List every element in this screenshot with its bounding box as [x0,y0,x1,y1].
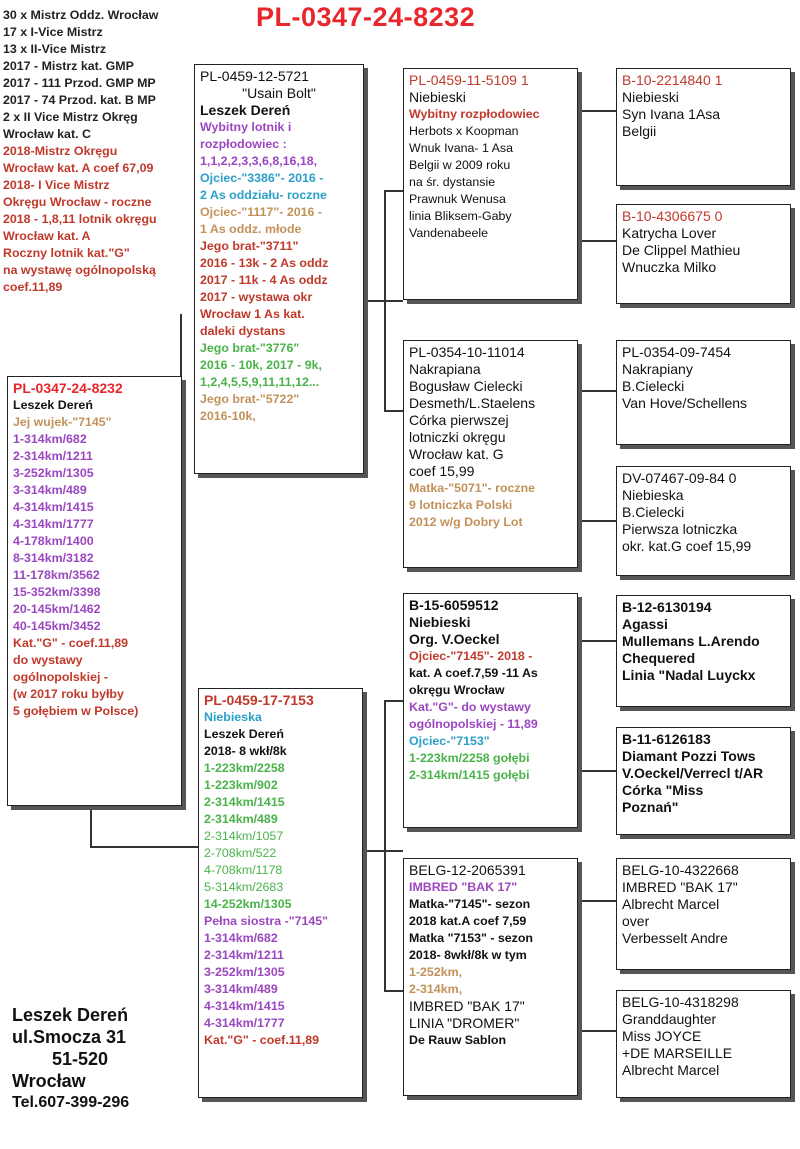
pedigree-line: Wybitny lotnik i [200,120,292,134]
pedigree-line: 15-352km/3398 [13,585,101,599]
connector-line [363,850,403,852]
pedigree-line: Herbots x Koopman [409,124,519,138]
connector-line [578,110,616,112]
achievement-line: 2018-Mistrz Okręgu [3,144,118,158]
pedigree-line: Chequered [622,650,696,666]
dam-sire-sire-card [616,595,791,707]
achievement-line: 2018 - 1,8,11 lotnik okręgu [3,212,157,226]
connector-line [384,190,386,410]
achievements-list [3,7,203,296]
pedigree-line: Niebieski [622,89,679,105]
pedigree-line: 2-314km/1057 [204,829,284,843]
pedigree-line: Granddaughter [622,1011,717,1027]
connector-line [578,640,616,642]
achievement-line: 17 x I-Vice Mistrz [3,25,103,39]
pedigree-line: Ojciec-"3386"- 2016 - [200,171,324,185]
breeder-city: Wrocław [12,1071,86,1091]
pedigree-line: okr. kat.G coef 15,99 [622,538,752,554]
pedigree-line: 2-708km/522 [204,846,277,860]
pedigree-line: Syn Ivana 1Asa [622,106,721,122]
dam-card [198,688,363,1098]
pedigree-line: 2018 kat.A coef 7,59 [409,914,527,928]
pedigree-line: 3-252km/1305 [204,965,285,979]
pedigree-line: 9 lotniczka Polski [409,498,513,512]
connector-line [90,805,92,847]
pedigree-line: 1-223km/2258 [204,761,285,775]
pedigree-line: 4-314km/1777 [13,517,94,531]
pedigree-line: De Rauw Sablon [409,1033,507,1047]
connector-line [578,640,580,770]
pedigree-line: Poznań" [622,799,679,815]
achievement-line: Wrocław kat. A coef 67,09 [3,161,154,175]
pedigree-line: 2-314km/1415 [204,795,285,809]
pedigree-line: 1-314km/682 [204,931,278,945]
achievement-line: na wystawę ogólnopolską [3,263,156,277]
pedigree-line: Wybitny rozpłodowiec [409,107,540,121]
pedigree-line: 4-314km/1415 [13,500,94,514]
pedigree-line: BELG-10-4322668 [622,862,739,878]
connector-line [578,900,580,1030]
pedigree-line: IMBRED "BAK 17" [409,880,518,894]
sire-dam-sire-card [616,340,791,445]
pedigree-line: 2018- 8 wkł/8k [204,744,287,758]
phone-label: Tel. [12,1094,39,1111]
pedigree-line: 4-314km/1415 [204,999,285,1013]
connector-line [384,190,404,192]
pedigree-line: Agassi [622,616,668,632]
pedigree-line: Ojciec-"1117"- 2016 - [200,205,322,219]
pedigree-line: 2016 - 13k - 2 As oddz [200,256,329,270]
pedigree-line: 4-708km/1178 [204,863,283,877]
pedigree-line: B-11-6126183 [622,731,711,747]
pedigree-line: Albrecht Marcel [622,896,720,912]
pedigree-line: 4-178km/1400 [13,534,94,548]
pedigree-line: 11-178km/3562 [13,568,100,582]
pedigree-line: DV-07467-09-84 0 [622,470,737,486]
pedigree-line: Leszek Dereń [200,102,291,118]
pedigree-line: (w 2017 roku byłby [13,687,124,701]
achievement-line: 2 x II Vice Mistrz Okręg [3,110,138,124]
sire-sire-dam-card [616,204,791,304]
achievement-line: 2017 - Mistrz kat. GMP [3,59,134,73]
pedigree-line: 20-145km/1462 [13,602,101,616]
connector-line [578,390,580,520]
pedigree-line: 2012 w/g Dobry Lot [409,515,523,529]
pedigree-line: 2016 - 10k, 2017 - 9k, [200,358,322,372]
pedigree-line: Wnuczka Milko [622,259,717,275]
pedigree-line: PL-0354-10-11014 [409,344,525,360]
sire-card [194,64,364,474]
connector-line [578,110,580,240]
connector-line [384,700,386,990]
pedigree-line: 2-314km/489 [204,812,278,826]
pedigree-line: Belgii [622,123,657,139]
pedigree-line: IMBRED "BAK 17" [622,879,738,895]
pedigree-line: 2-314km/1415 gołębi [409,768,530,782]
connector-line [363,300,403,302]
pedigree-line: 2-314km, [409,982,463,996]
connector-line [90,846,198,848]
breeder-address [12,1004,129,1114]
pedigree-line: rozpłodowiec : [200,137,287,151]
pedigree-line: daleki dystans [200,324,286,338]
pedigree-line: LINIA "DROMER" [409,1015,520,1031]
pedigree-line: B.Cielecki [622,504,685,520]
pedigree-line: okręgu Wrocław [409,683,505,697]
achievement-line: Wrocław kat. A [3,229,91,243]
dam-sire-dam-card [616,727,791,835]
pedigree-line: B-15-6059512 [409,597,499,613]
connector-line [384,990,404,992]
pedigree-line: +DE MARSEILLE [622,1045,733,1061]
pedigree-line: Vandenabeele [409,226,489,240]
pedigree-line: Wrocław kat. G [409,446,504,462]
sire-sire-sire-card [616,68,791,186]
sire-sire-card [403,68,578,300]
pedigree-line: Kat."G"- do wystawy [409,700,531,714]
pedigree-line: Van Hove/Schellens [622,395,748,411]
achievement-line: Roczny lotnik kat."G" [3,246,130,260]
dam-dam-sire-card [616,858,791,970]
pedigree-line: Bogusław Cielecki [409,378,523,394]
pedigree-line: Ojciec-"7145"- 2018 - [409,649,533,663]
pedigree-line: lotniczki okręgu [409,429,506,445]
pedigree-line: PL-0354-09-7454 [622,344,731,360]
pedigree-line: B-10-4306675 0 [622,208,723,224]
connector-line [384,410,404,412]
dam-dam-card [403,858,578,1096]
connector-line [578,770,616,772]
pedigree-line: Jego brat-"5722" [200,392,300,406]
dam-sire-card [403,593,578,828]
achievement-line: 30 x Mistrz Oddz. Wrocław [3,8,159,22]
pedigree-line: over [622,913,650,929]
pedigree-line: ogólnopolskiej - [13,670,108,684]
pedigree-line: Jej wujek-"7145" [13,415,112,429]
pedigree-line: Nakrapiany [622,361,693,377]
pedigree-line: 8-314km/3182 [13,551,94,565]
pedigree-line: Wrocław 1 As kat. [200,307,305,321]
pedigree-line: 14-252km/1305 [204,897,292,911]
pedigree-line: Linia "Nadal Luyckx [622,667,756,683]
pedigree-line: Wnuk Ivana- 1 Asa [409,141,513,155]
pedigree-line: Niebieski [409,89,466,105]
pedigree-line: 2017 - 11k - 4 As oddz [200,273,328,287]
pedigree-line: do wystawy [13,653,83,667]
pedigree-line: Desmeth/L.Staelens [409,395,536,411]
pedigree-line: 2016-10k, [200,409,256,423]
pedigree-line: Verbesselt Andre [622,930,728,946]
pedigree-line: 1 As oddz. młode [200,222,302,236]
pedigree-line: 1-314km/682 [13,432,87,446]
pedigree-line: Prawnuk Wenusa [409,192,506,206]
pedigree-line: Niebieska [622,487,684,503]
pedigree-line: Belgii w 2009 roku [409,158,511,172]
pedigree-line: Córka pierwszej [409,412,509,428]
pedigree-line: linia Bliksem-Gaby [409,209,512,223]
breeder-name: Leszek Dereń [12,1005,129,1025]
pedigree-line: 2 As oddziału- roczne [200,188,327,202]
pedigree-line: 2-314km/1211 [204,948,284,962]
pedigree-line: Diamant Pozzi Tows [622,748,756,764]
pedigree-line: 1,1,2,2,3,3,6,8,16,18, [200,154,318,168]
breeder-phone [12,1092,129,1114]
pedigree-line: Córka "Miss [622,782,704,798]
pedigree-line: BELG-12-2065391 [409,862,526,878]
pedigree-line: kat. A coef.7,59 -11 As [409,666,538,680]
pedigree-line: B.Cielecki [622,378,685,394]
achievement-line: 2018- I Vice Mistrz [3,178,110,192]
pedigree-line: ogólnopolskiej - 11,89 [409,717,538,731]
pedigree-line: PL-0459-11-5109 1 [409,72,529,88]
pedigree-line: 2018- 8wkł/8k w tym [409,948,527,962]
achievement-line: 13 x II-Vice Mistrz [3,42,107,56]
pedigree-title: PL-0347-24-8232 [256,2,476,32]
pedigree-line: 2-314km/1211 [13,449,93,463]
pedigree-line: Leszek Dereń [13,398,93,412]
pedigree-line: 1,2,4,5,5,9,11,11,12... [200,375,320,389]
achievement-line: Wrocław kat. C [3,127,91,141]
achievement-line: Okręgu Wrocław - roczne [3,195,152,209]
pedigree-line: Kat."G" - coef.11,89 [13,636,129,650]
achievement-line: 2017 - 74 Przod. kat. B MP [3,93,156,107]
pedigree-line: "Usain Bolt" [242,85,316,101]
pedigree-line: De Clippel Mathieu [622,242,741,258]
breeder-zip: 51-520 [52,1049,109,1069]
pedigree-line: 1-223km/902 [204,778,278,792]
pedigree-line: Miss JOYCE [622,1028,702,1044]
pedigree-line: Matka-"7145"- sezon [409,897,531,911]
sire-dam-card [403,340,578,568]
pedigree-line: Niebieski [409,614,471,630]
connector-line [180,314,182,382]
pedigree-line: Albrecht Marcel [622,1062,720,1078]
pedigree-line: 3-252km/1305 [13,466,94,480]
pedigree-line: 1-252km, [409,965,463,979]
pedigree-line: Pierwsza lotniczka [622,521,738,537]
pedigree-line: 3-314km/489 [204,982,278,996]
pedigree-line: Ojciec-"7153" [409,734,490,748]
dam-dam-dam-card [616,990,791,1098]
pedigree-line: Pełna siostra -"7145" [204,914,329,928]
pedigree-line: 3-314km/489 [13,483,87,497]
connector-line [578,1030,616,1032]
pedigree-line: 5 gołębiem w Polsce) [13,704,139,718]
connector-line [578,240,616,242]
pedigree-line: Jego brat-"3711" [200,239,299,253]
pedigree-line: Mullemans L.Arendo [622,633,760,649]
pedigree-line: Leszek Dereń [204,727,284,741]
pedigree-line: 1-223km/2258 gołębi [409,751,530,765]
pedigree-line: Org. V.Oeckel [409,631,500,647]
breeder-street: ul.Smocza 31 [12,1027,127,1047]
pedigree-line: 5-314km/2683 [204,880,284,894]
pedigree-line: B-10-2214840 1 [622,72,723,88]
pedigree-line: V.Oeckel/Verrecl t/AR [622,765,764,781]
connector-line [578,900,616,902]
achievement-line: coef.11,89 [3,280,63,294]
pedigree-line: B-12-6130194 [622,599,712,615]
pedigree-line: BELG-10-4318298 [622,994,739,1010]
connector-line [578,520,616,522]
sire-dam-dam-card [616,466,791,576]
pedigree-line: Matka-"5071"- roczne [409,481,536,495]
pedigree-line: Matka "7153" - sezon [409,931,534,945]
pedigree-line: Nakrapiana [409,361,481,377]
pedigree-line: Niebieska [204,710,262,724]
subject-pigeon-card [7,376,182,806]
achievement-line: 2017 - 111 Przod. GMP MP [3,76,156,90]
pedigree-line: IMBRED "BAK 17" [409,998,525,1014]
pedigree-line: 4-314km/1777 [204,1016,285,1030]
connector-line [384,700,404,702]
pedigree-line: PL-0459-12-5721 [200,68,309,84]
pedigree-line: Kat."G" - coef.11,89 [204,1033,320,1047]
connector-line [578,390,616,392]
phone-number: 607-399-296 [38,1094,130,1111]
pedigree-line: Jego brat-"3776" [200,341,300,355]
pedigree-line: coef 15,99 [409,463,475,479]
pedigree-line: na śr. dystansie [409,175,496,189]
pedigree-line: PL-0347-24-8232 [13,380,123,396]
pedigree-line: 2017 - wystawa okr [200,290,313,304]
pedigree-line: PL-0459-17-7153 [204,692,314,708]
pedigree-line: 40-145km/3452 [13,619,101,633]
pedigree-line: Katrycha Lover [622,225,717,241]
